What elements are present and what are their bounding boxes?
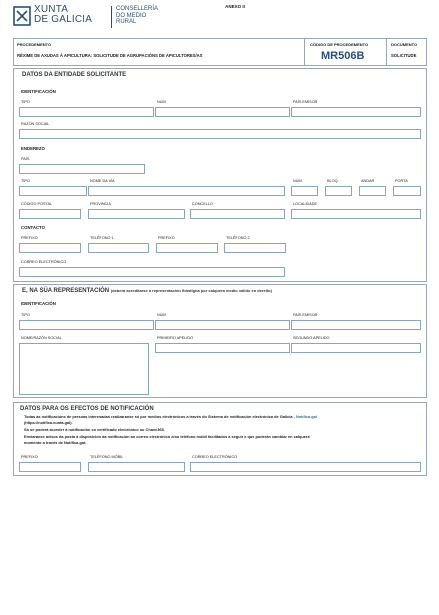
applicant-tipo-label: TIPO (21, 100, 30, 104)
applicant-identification-heading: IDENTIFICACIÓN (21, 89, 56, 94)
representative-segundo-apelido-field[interactable] (291, 343, 421, 353)
applicant-concello-field[interactable] (190, 209, 285, 219)
annex-label: ANEXO II (225, 4, 245, 9)
notifica-link[interactable]: Notifica.gal (295, 414, 317, 419)
applicant-provincia-label: PROVINCIA (90, 202, 111, 206)
applicant-address-num-field[interactable] (291, 186, 318, 196)
applicant-andar-label: ANDAR (361, 179, 375, 183)
applicant-num-field[interactable] (155, 107, 290, 117)
applicant-bloq-label: BLOQ. (327, 179, 339, 183)
representative-nome-label: NOME/RAZÓN SOCIAL (21, 336, 62, 340)
applicant-nome-via-field[interactable] (88, 186, 285, 196)
representative-section (13, 284, 427, 398)
logo-dept-line1: CONSELLERÍA (116, 6, 159, 12)
notification-prefixo-label: PREFIXO (21, 455, 38, 459)
representative-section-title (22, 288, 272, 294)
applicant-bloq-field[interactable] (325, 186, 352, 196)
logo-dept-line3: RURAL (116, 19, 137, 25)
applicant-prefixo2-field[interactable] (156, 243, 218, 253)
notification-line3: Só se poderá acceder á notificación co certificado electrónico ou Chave365. (24, 427, 165, 432)
applicant-codigo-postal-label: CÓDIGO POSTAL (21, 202, 53, 206)
procedure-label: PROCEDEMENTO (17, 42, 52, 47)
applicant-prefixo1-field[interactable] (19, 243, 81, 253)
applicant-telefono1-label: TELÉFONO 1 (90, 236, 114, 240)
applicant-telefono2-label: TELÉFONO 2 (226, 236, 250, 240)
representative-title-text: E, NA SÚA REPRESENTACIÓN (22, 288, 110, 294)
applicant-localidade-field[interactable] (291, 209, 421, 219)
representative-primeiro-apelido-field[interactable] (155, 343, 290, 353)
representative-note: (deberá acreditarse a representación fidedigna por calquera medio válido en dereito) (110, 288, 272, 293)
document-cell (386, 39, 426, 65)
applicant-razon-social-field[interactable] (19, 129, 421, 139)
applicant-localidade-label: LOCALIDADE (293, 202, 318, 206)
notification-prefixo-field[interactable] (19, 462, 81, 472)
applicant-pais-label: PAÍS (21, 157, 30, 161)
representative-tipo-field[interactable] (19, 320, 154, 330)
representative-num-field[interactable] (155, 320, 290, 330)
notification-line1: Todas as notificacións de persoas interesadas realizaranse só por medios electrónicos a través do Sistema de notificación electrónica de Galicia - (24, 414, 296, 419)
applicant-section-title: DATOS DA ENTIDADE SOLICITANTE (22, 72, 127, 78)
notification-line5: momento a través de Notifica.gal: (24, 440, 87, 445)
procedure-code: MR506B (321, 50, 365, 62)
logo-name-line2: DE GALICIA (34, 14, 93, 25)
representative-num-label: NÚM. (157, 313, 167, 317)
representative-primeiro-apelido-label: PRIMEIRO APELIDO (157, 336, 194, 340)
applicant-contact-heading: CONTACTO (21, 225, 45, 230)
logo-department (116, 6, 158, 26)
applicant-prefixo1-label: PREFIXO (21, 236, 38, 240)
applicant-andar-field[interactable] (359, 186, 386, 196)
applicant-pais-emisor-label: PAÍS EMISOR (293, 100, 318, 104)
representative-pais-emisor-label: PAÍS EMISOR (293, 313, 318, 317)
xunta-emblem-icon (13, 6, 31, 26)
notification-telefono-mobil-label: TELÉFONO MÓBIL (90, 455, 124, 459)
procedure-title: RÉXIME DE AXUDAS Á APICULTURA: SOLICITUDE DE AGRUPACIÓNS DE APICULTORES/AS (17, 53, 203, 58)
representative-tipo-label: TIPO (21, 313, 30, 317)
applicant-prefixo2-label: PREFIXO (158, 236, 175, 240)
logo-dept-line2: DO MEDIO (116, 12, 147, 19)
applicant-correo-label: CORREO ELECTRÓNICO (21, 260, 67, 264)
representative-identification-heading: IDENTIFICACIÓN (21, 301, 56, 306)
notification-telefono-mobil-field[interactable] (88, 462, 185, 472)
applicant-pais-emisor-field[interactable] (291, 107, 421, 117)
applicant-correo-field[interactable] (19, 267, 285, 277)
notification-section-title: DATOS PARA OS EFECTOS DE NOTIFICACIÓN (20, 406, 154, 412)
document-label: DOCUMENTO (391, 42, 418, 47)
applicant-telefono1-field[interactable] (88, 243, 149, 253)
logo-name (34, 5, 92, 25)
applicant-razon-social-label: RAZÓN SOCIAL (21, 122, 50, 126)
applicant-address-tipo-field[interactable] (19, 186, 87, 196)
applicant-porta-field[interactable] (393, 186, 421, 196)
procedure-header (13, 38, 427, 66)
applicant-codigo-postal-field[interactable] (19, 209, 81, 219)
applicant-address-heading: ENDEREZO (21, 146, 45, 151)
procedure-code-label: CÓDIGO DE PROCEDEMENTO (310, 42, 369, 47)
representative-nome-field[interactable] (19, 343, 149, 395)
applicant-pais-field[interactable] (19, 164, 145, 174)
representative-pais-emisor-field[interactable] (291, 320, 421, 330)
procedure-code-cell (304, 39, 386, 65)
notification-line4: Enviaranse avisos da posta á disposición da notificación ao correo electrónico e/ou teléfono móbil facilitados a seguir e que poderán cambiar en calquera (24, 434, 310, 439)
notification-text-line1 (24, 414, 424, 419)
applicant-concello-label: CONCELLO (192, 202, 213, 206)
applicant-provincia-field[interactable] (88, 209, 185, 219)
document-value: SOLICITUDE (391, 53, 417, 58)
notification-correo-field[interactable] (190, 462, 421, 472)
representative-segundo-apelido-label: SEGUNDO APELIDO (293, 336, 330, 340)
applicant-address-tipo-label: TIPO (21, 179, 30, 183)
applicant-section (13, 68, 427, 282)
applicant-nome-via-label: NOME DA VÍA (90, 179, 115, 183)
logo-separator (111, 6, 112, 28)
notification-correo-label: CORREO ELECTRÓNICO (192, 455, 238, 459)
applicant-tipo-field[interactable] (19, 107, 154, 117)
applicant-telefono2-field[interactable] (224, 243, 286, 253)
notification-line2: (https://notifica.xunta.gal). (24, 420, 73, 425)
xunta-logo (13, 4, 159, 30)
applicant-address-num-label: NÚM. (293, 179, 303, 183)
applicant-num-label: NÚM. (157, 100, 167, 104)
applicant-porta-label: PORTA (395, 179, 408, 183)
logo-name-line1: XUNTA (34, 4, 69, 15)
notification-section (13, 402, 427, 476)
